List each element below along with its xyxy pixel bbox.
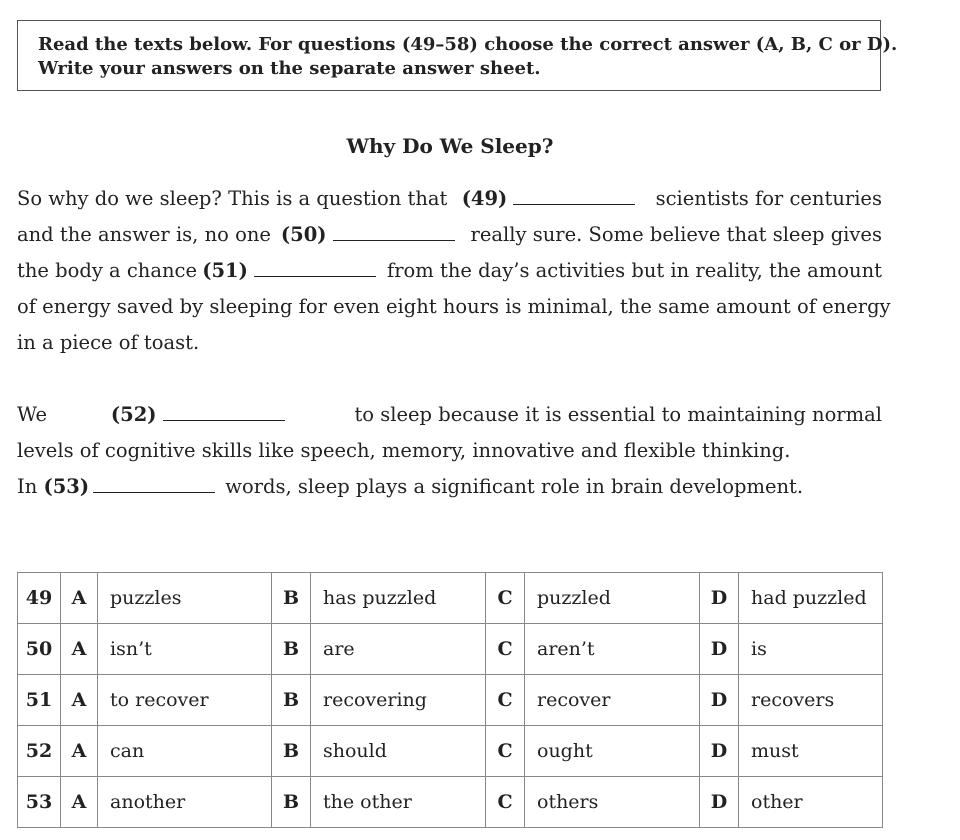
option-c: aren’t <box>525 624 700 675</box>
option-row-52 <box>18 726 883 777</box>
option-row-50 <box>18 624 883 675</box>
option-b: the other <box>311 777 486 828</box>
p1-line-2 <box>17 222 882 248</box>
p1-text: scientists for centuries <box>655 187 882 210</box>
option-d: had puzzled <box>739 573 883 624</box>
option-a: isn’t <box>98 624 272 675</box>
question-number: 52 <box>18 726 61 777</box>
letter-c: C <box>486 726 525 777</box>
option-c: ought <box>525 726 700 777</box>
option-a: another <box>98 777 272 828</box>
letter-c: C <box>486 573 525 624</box>
letter-b: B <box>272 726 311 777</box>
p1-text: So why do we sleep? This is a question that <box>17 187 448 210</box>
instructions-line-1: Read the texts below. For questions (49–58) choose the correct answer (A, B, C or D). <box>38 34 898 55</box>
option-c: puzzled <box>525 573 700 624</box>
letter-b: B <box>272 624 311 675</box>
p2-text: words, sleep plays a significant role in brain development. <box>225 475 804 498</box>
gap-blank-50 <box>333 224 455 241</box>
gap-blank-53 <box>93 476 215 493</box>
p1-text: and the answer is, no one <box>17 223 271 246</box>
letter-b: B <box>272 573 311 624</box>
gap-number-53: (53) <box>43 475 90 498</box>
option-row-53 <box>18 777 883 828</box>
letter-d: D <box>700 726 739 777</box>
p1-line-4: of energy saved by sleeping for even eight hours is minimal, the same amount of energy <box>17 295 891 318</box>
gap-blank-52 <box>163 404 285 421</box>
answer-options-table <box>17 572 883 828</box>
gap-blank-51 <box>254 260 376 277</box>
option-b: are <box>311 624 486 675</box>
instructions-box <box>17 20 898 91</box>
letter-c: C <box>486 777 525 828</box>
option-d: recovers <box>739 675 883 726</box>
gap-blank-49 <box>513 188 635 205</box>
p1-text: really sure. Some believe that sleep gives <box>470 223 882 246</box>
p2-text: We <box>17 403 47 426</box>
letter-c: C <box>486 624 525 675</box>
p1-text: the body a chance <box>17 259 198 282</box>
option-a: puzzles <box>98 573 272 624</box>
option-a: can <box>98 726 272 777</box>
letter-a: A <box>61 777 98 828</box>
letter-b: B <box>272 675 311 726</box>
p2-text: to sleep because it is essential to maintaining normal <box>354 403 882 426</box>
letter-a: A <box>61 624 98 675</box>
letter-a: A <box>61 726 98 777</box>
option-row-49 <box>18 573 883 624</box>
p1-line-5: in a piece of toast. <box>17 331 200 354</box>
instructions-line-2: Write your answers on the separate answer sheet. <box>38 58 541 79</box>
letter-a: A <box>61 675 98 726</box>
gap-number-50: (50) <box>280 223 327 246</box>
question-number: 51 <box>18 675 61 726</box>
letter-a: A <box>61 573 98 624</box>
letter-b: B <box>272 777 311 828</box>
p2-line-3 <box>17 474 882 500</box>
letter-d: D <box>700 777 739 828</box>
p2-line-1 <box>17 402 882 428</box>
option-b: has puzzled <box>311 573 486 624</box>
option-c: recover <box>525 675 700 726</box>
letter-d: D <box>700 675 739 726</box>
option-d: other <box>739 777 883 828</box>
p2-line-2: levels of cognitive skills like speech, memory, innovative and flexible thinking. <box>17 439 791 462</box>
gap-number-51: (51) <box>202 259 248 282</box>
gap-number-49: (49) <box>461 187 508 210</box>
question-number: 49 <box>18 573 61 624</box>
question-number: 50 <box>18 624 61 675</box>
p1-text: from the day’s activities but in reality, the amount <box>387 259 882 282</box>
gap-number-52: (52) <box>110 403 157 426</box>
option-b: should <box>311 726 486 777</box>
option-c: others <box>525 777 700 828</box>
option-row-51 <box>18 675 883 726</box>
p1-line-3 <box>17 258 882 284</box>
option-a: to recover <box>98 675 272 726</box>
option-b: recovering <box>311 675 486 726</box>
question-number: 53 <box>18 777 61 828</box>
letter-d: D <box>700 624 739 675</box>
letter-c: C <box>486 675 525 726</box>
p1-line-1 <box>17 186 882 212</box>
letter-d: D <box>700 573 739 624</box>
option-d: must <box>739 726 883 777</box>
text-title: Why Do We Sleep? <box>346 134 554 158</box>
p2-text: In <box>17 475 38 498</box>
option-d: is <box>739 624 883 675</box>
